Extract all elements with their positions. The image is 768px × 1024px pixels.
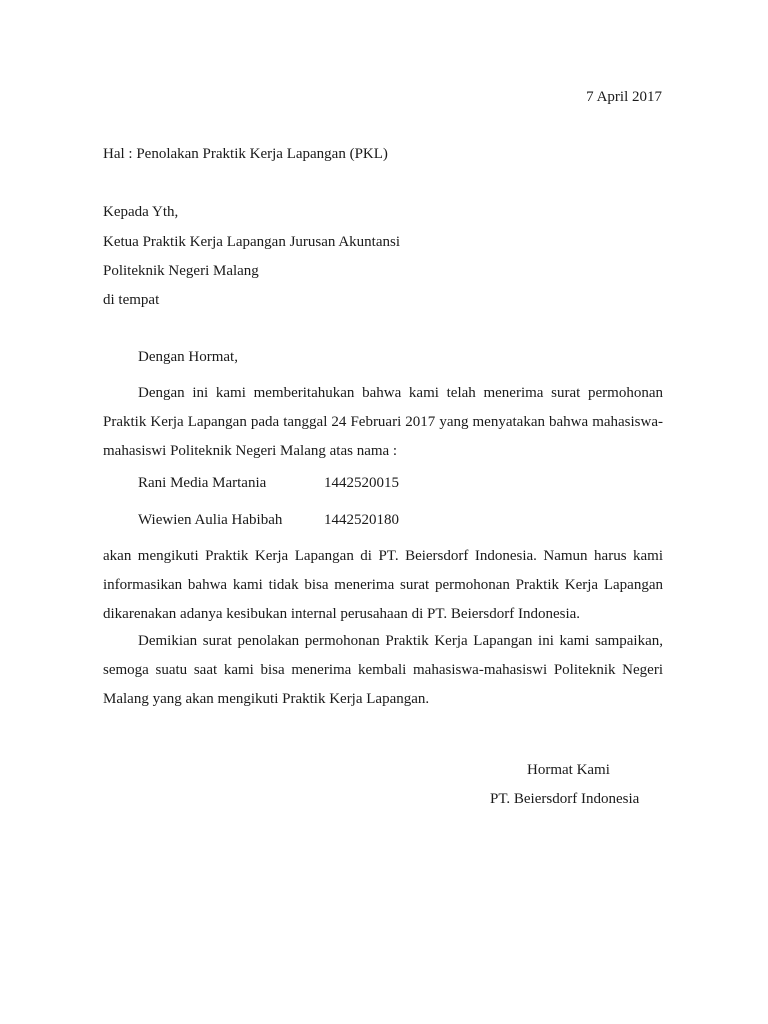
student-row bbox=[138, 474, 399, 492]
student-nim: 1442520015 bbox=[324, 475, 399, 491]
paragraph-closing: Demikian surat penolakan permohonan Praktik Kerja Lapangan ini kami sampaikan, semoga suatu saat kami bisa menerima kembali mahasiswa-mahasiswi Politeknik Negeri Malang yang akan mengikuti Praktik Kerja Lapangan. bbox=[103, 633, 663, 707]
paragraph-intro: Dengan ini kami memberitahukan bahwa kami telah menerima surat permohonan Praktik Kerja Lapangan pada tanggal 24 Februari 2017 yang menyatakan bahwa mahasiswa-mahasiswi Politeknik Negeri Malang atas nama : bbox=[103, 385, 663, 459]
recipient-title: Ketua Praktik Kerja Lapangan Jurusan Akuntansi bbox=[103, 234, 401, 250]
recipient-location: di tempat bbox=[103, 292, 160, 308]
recipient-salutation: Kepada Yth, bbox=[103, 204, 179, 220]
letter-date: 7 April 2017 bbox=[586, 89, 662, 105]
student-row bbox=[138, 511, 399, 529]
letter-greeting: Dengan Hormat, bbox=[138, 349, 238, 365]
student-nim: 1442520180 bbox=[324, 512, 399, 528]
letter-subject: Hal : Penolakan Praktik Kerja Lapangan (PKL) bbox=[103, 146, 388, 162]
student-name: Rani Media Martania bbox=[138, 475, 267, 491]
recipient-institution: Politeknik Negeri Malang bbox=[103, 263, 259, 279]
signatory-company: PT. Beiersdorf Indonesia bbox=[490, 791, 640, 807]
closing-phrase: Hormat Kami bbox=[527, 762, 610, 778]
student-name: Wiewien Aulia Habibah bbox=[138, 512, 283, 528]
paragraph-rejection: akan mengikuti Praktik Kerja Lapangan di PT. Beiersdorf Indonesia. Namun harus kami informasikan bahwa kami tidak bisa menerima surat permohonan Praktik Kerja Lapangan dikarenakan adanya kesibukan internal perusahaan di PT. Beiersdorf Indonesia. bbox=[103, 548, 663, 622]
